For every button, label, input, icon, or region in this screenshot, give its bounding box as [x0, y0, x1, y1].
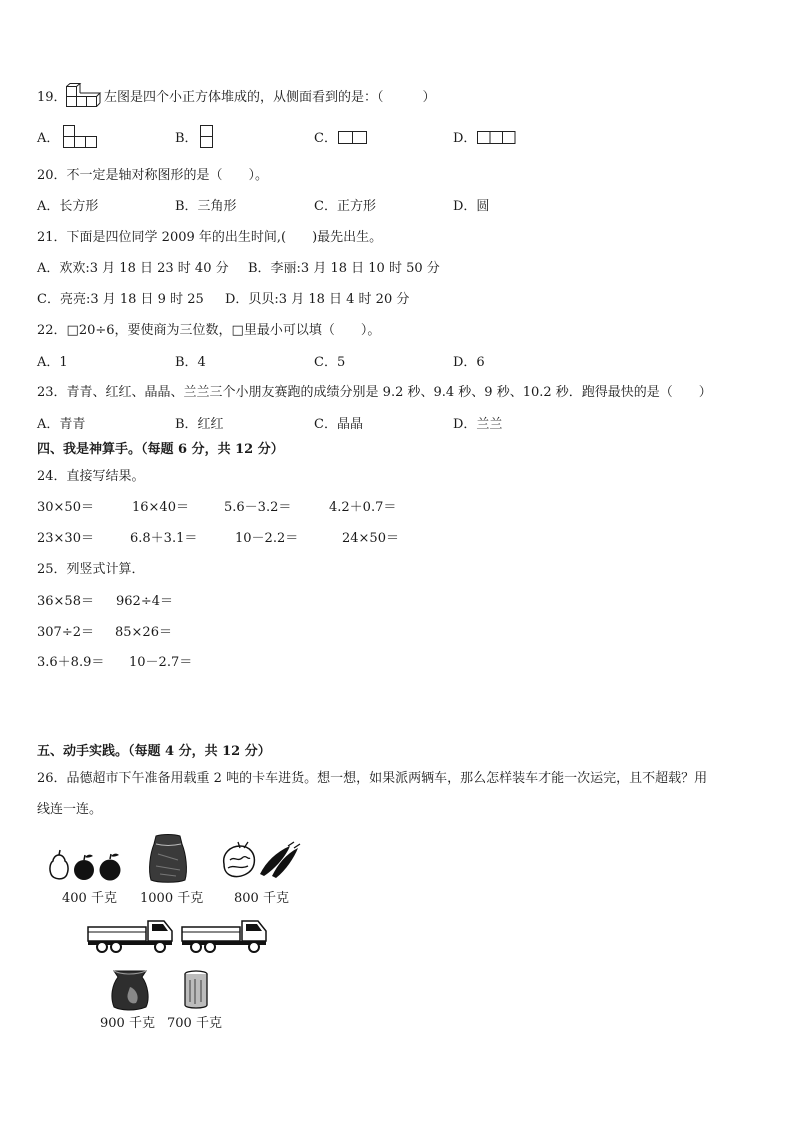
truck-icon [180, 915, 270, 955]
vegetables-icon [220, 840, 302, 880]
q20-option-d[interactable]: D．圆 [453, 199, 490, 214]
q25-expr: 3.6＋8.9＝ [37, 655, 105, 670]
q23-option-b[interactable]: B．红红 [175, 417, 224, 432]
view-option-a-figure[interactable] [62, 124, 100, 150]
q25-expr: 85×26＝ [115, 625, 172, 640]
view-option-d-figure[interactable] [476, 130, 518, 146]
q26-question-text-cont: 线连一连。 [37, 802, 103, 817]
view-option-b-figure[interactable] [199, 124, 215, 150]
stacked-cubes-figure [65, 83, 105, 109]
q19-option-d-label: D． [453, 131, 477, 146]
q20-option-b[interactable]: B．三角形 [175, 199, 237, 214]
q19-option-b-label: B． [175, 131, 198, 146]
goods-weight-label: 1000 千克 [140, 891, 204, 906]
rice-sack-icon [148, 834, 188, 884]
q21-option-b[interactable]: B．李丽:3 月 18 日 10 时 50 分 [248, 261, 440, 276]
q24-expr: 6.8＋3.1＝ [130, 531, 198, 546]
goods-weight-label: 800 千克 [234, 891, 289, 906]
q19-option-a-label: A． [37, 131, 60, 146]
q24-expr: 5.6－3.2＝ [224, 500, 292, 515]
q26-question-text: 26．品德超市下午准备用载重 2 吨的卡车进货。想一想，如果派两辆车，那么怎样装车才能一次运完，且不超载？用 [37, 771, 708, 786]
q21-option-c[interactable]: C．亮亮:3 月 18 日 9 时 25 [37, 292, 204, 307]
q24-expr: 10－2.2＝ [235, 531, 299, 546]
q25-expr: 10－2.7＝ [129, 655, 193, 670]
q22-option-b[interactable]: B．4 [175, 355, 206, 370]
q25-expr: 36×58＝ [37, 594, 94, 609]
q23-option-c[interactable]: C．晶晶 [314, 417, 363, 432]
q20-question-text: 20．不一定是轴对称图形的是（ ）。 [37, 168, 269, 183]
section-5-title: 五、动手实践。（每题 4 分，共 12 分） [37, 744, 271, 759]
view-option-c-figure[interactable] [337, 130, 369, 146]
section-4-title: 四、我是神算手。（每题 6 分，共 12 分） [37, 442, 284, 457]
q25-expr: 962÷4＝ [116, 594, 173, 609]
goods-weight-label: 900 千克 [100, 1016, 155, 1031]
q23-option-d[interactable]: D．兰兰 [453, 417, 503, 432]
q19-number: 19． [37, 90, 67, 105]
q24-expr: 16×40＝ [132, 500, 189, 515]
can-icon [182, 970, 210, 1010]
q24-expr: 23×30＝ [37, 531, 94, 546]
q23-option-a[interactable]: A．青青 [37, 417, 86, 432]
q25-expr: 307÷2＝ [37, 625, 94, 640]
q24-expr: 24×50＝ [342, 531, 399, 546]
sack-icon [108, 967, 152, 1011]
q19-option-c-label: C． [314, 131, 337, 146]
q24-question-text: 24．直接写结果。 [37, 469, 145, 484]
q22-option-d[interactable]: D．6 [453, 355, 485, 370]
q22-option-c[interactable]: C．5 [314, 355, 346, 370]
q22-question-text: 22．□20÷6，要使商为三位数，□里最小可以填（ ）。 [37, 323, 381, 338]
q21-question-text: 21．下面是四位同学 2009 年的出生时间,( )最先出生。 [37, 230, 383, 245]
q21-option-d[interactable]: D．贝贝:3 月 18 日 4 时 20 分 [225, 292, 410, 307]
q20-option-c[interactable]: C．正方形 [314, 199, 376, 214]
q21-option-a[interactable]: A．欢欢:3 月 18 日 23 时 40 分 [37, 261, 229, 276]
q22-option-a[interactable]: A．1 [37, 355, 68, 370]
fruit-icon [47, 849, 123, 883]
goods-weight-label: 700 千克 [167, 1016, 222, 1031]
q24-expr: 30×50＝ [37, 500, 94, 515]
q19-question-text: 左图是四个小正方体堆成的，从侧面看到的是：（ ） [104, 90, 436, 105]
q25-question-text: 25．列竖式计算． [37, 562, 145, 577]
q20-option-a[interactable]: A．长方形 [37, 199, 99, 214]
q23-question-text: 23．青青、红红、晶晶、兰兰三个小朋友赛跑的成绩分别是 9.2 秒、9.4 秒、9 秒、10.2 秒．跑得最快的是（ ） [37, 385, 712, 400]
truck-icon [86, 915, 176, 955]
goods-weight-label: 400 千克 [62, 891, 117, 906]
q24-expr: 4.2＋0.7＝ [329, 500, 397, 515]
